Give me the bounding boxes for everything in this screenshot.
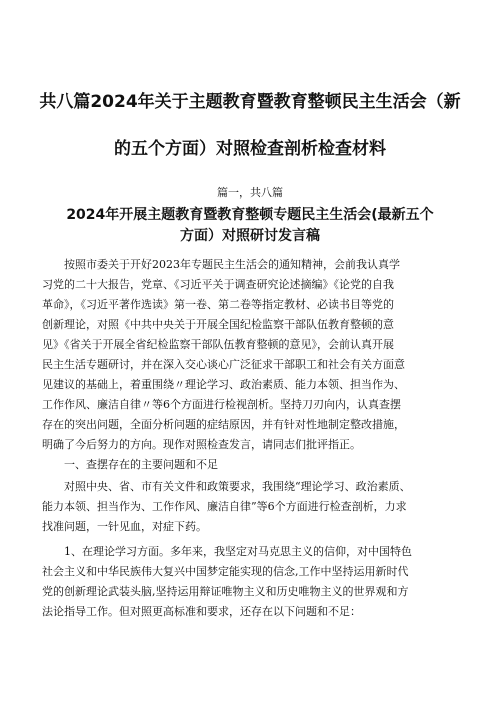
subtitle-line-1: 2024年开展主题教育暨教育整顿专题民主生活会(最新五个 [66,207,434,223]
document-title-line-1: 共八篇2024年关于主题教育暨教育整顿民主生活会（新 [39,92,461,112]
body-line: 民主生活专题研讨，并在深入交心谈心广泛征求干部职工和社会有关方面意 [42,358,405,371]
body-line: 法论指导工作。但对照更高标准和要求，还存在以下问题和不足： [42,605,361,618]
section-label: 篇一，共八篇 [217,186,283,199]
section-heading: 一、查摆存在的主要问题和不足 [64,458,218,471]
body-line: 存在的突出问题，全面分析问题的症结原因，并有针对性地制定整改措施， [42,418,405,431]
body-line: 找准问题，一针见血，对症下药。 [42,520,207,533]
body-line: 见建议的基础上，着重围绕〃理论学习、政治素质、能力本领、担当作为、 [42,378,405,391]
body-line: 党的创新理论武装头脑,坚持运用辩证唯物主义和历史唯物主义的世界观和方 [42,585,409,598]
body-line: 明确了今后努力的方向。现作对照检查发言，请同志们批评指正。 [42,438,361,451]
body-line: 社会主义和中华民族伟大复兴中国梦定能实现的信念,工作中坚持运用新时代 [42,565,409,578]
body-line: 创新理论，对照《中共中央关于开展全国纪检监察干部队伍教育整顿的意 [42,318,394,331]
body-line: 1、在理论学习方面。多年来，我坚定对马克思主义的信仰，对中国特色 [64,545,412,558]
document-title-line-2: 的五个方面）对照检查剖析检查材料 [114,139,386,159]
body-line: 工作作风、廉洁自律〃等6个方面进行检视剖析。坚持刀刃向内，认真查摆 [42,398,401,411]
body-line: 对照中央、省、市有关文件和政策要求，我围绕“理论学习、政治素质、 [64,480,411,493]
body-line: 革命》，《习近平著作选读》第一卷、第二卷等指定教材、必读书目等党的 [42,298,394,311]
subtitle-line-2: 方面）对照研讨发言稿 [180,228,320,244]
body-line: 习党的二十大报告，党章、《习近平关于调查研究论述摘编》《论党的自我 [42,278,394,291]
body-line: 按照市委关于开好2023年专题民主生活会的通知精神，会前我认真学 [64,258,400,271]
body-line: 见》《省关于开展全省纪检监察干部队伍教育整顿的意见》，会前认真开展 [42,338,394,351]
body-line: 能力本领、担当作为、工作作风、廉洁自律”等6个方面进行检查剖析，力求 [42,500,407,513]
